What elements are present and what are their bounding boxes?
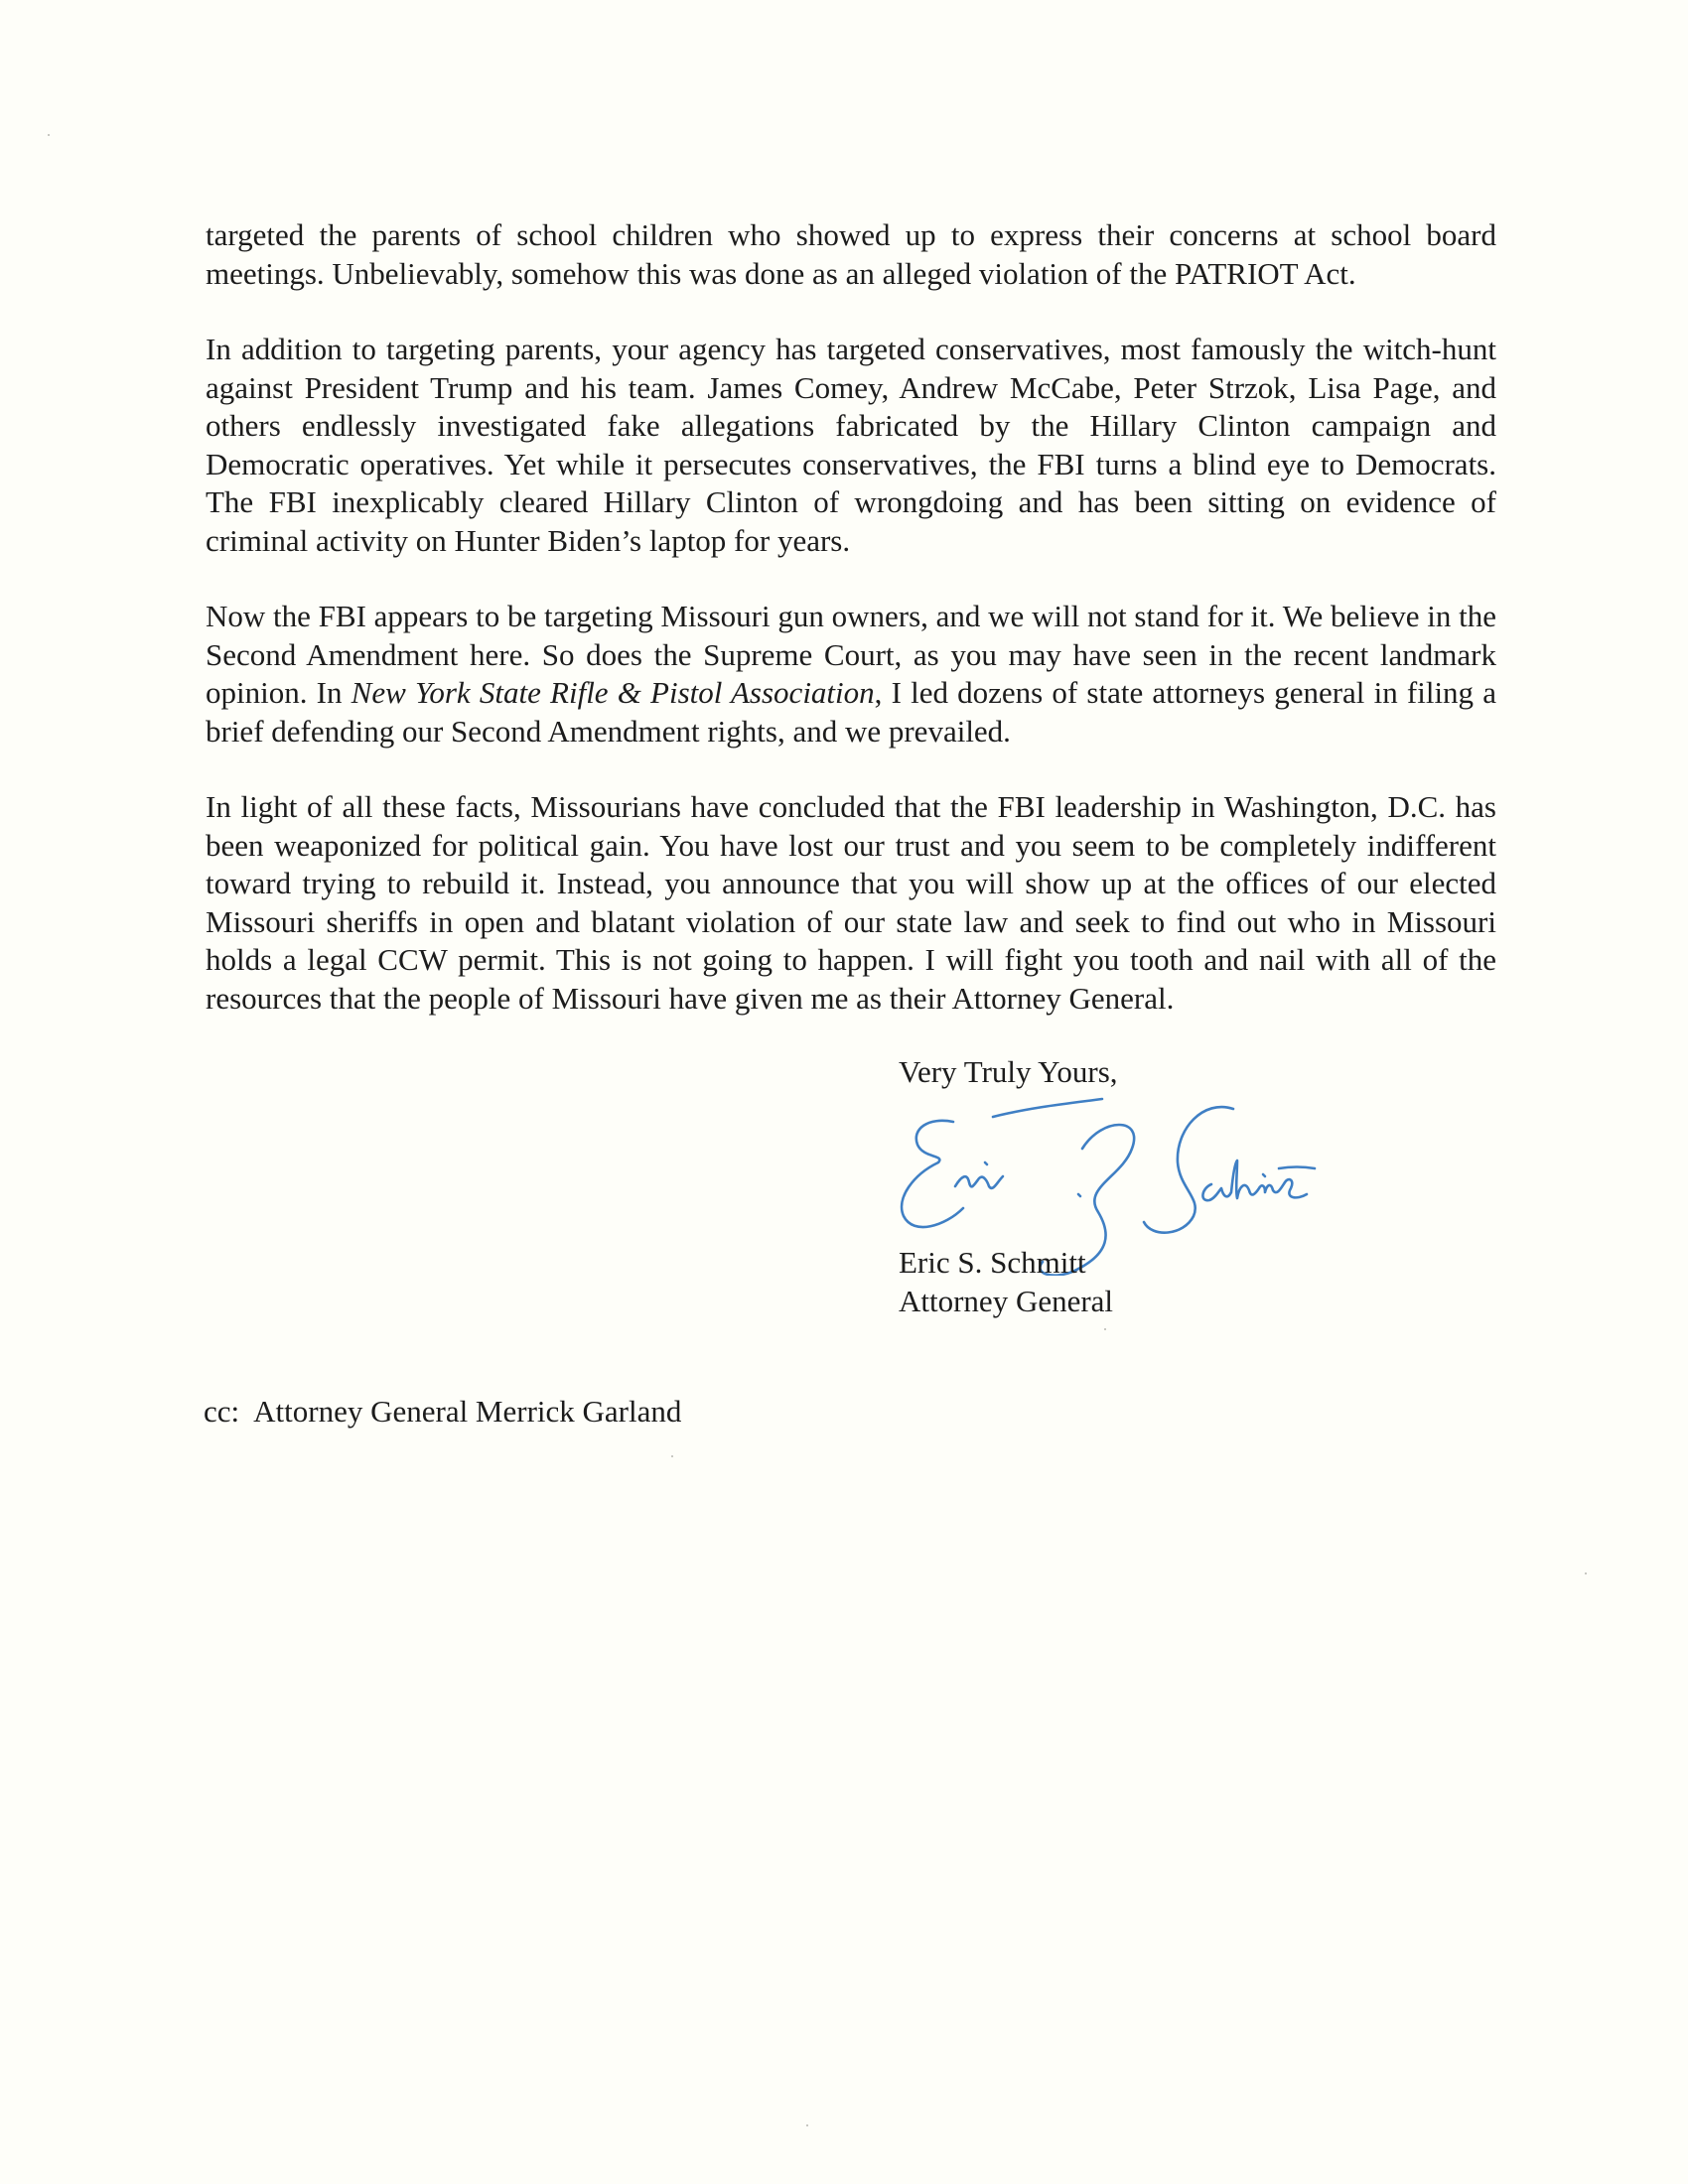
signer-title: Attorney General [899,1283,1114,1318]
scan-speck [1104,1328,1106,1330]
scan-speck [671,1455,673,1457]
closing-salutation: Very Truly Yours, [899,1054,1118,1089]
scan-speck [1585,1572,1587,1574]
cc-label: cc: [204,1394,240,1429]
paragraph-school-boards: targeted the parents of school children who showed up to express their concerns at school board meetings. Unbelievably, somehow this was done as an alleged violation of the PATRIOT Act. [206,217,1496,291]
cc-line [204,1393,681,1431]
signer-block [899,1244,1113,1320]
scan-speck [806,2124,808,2126]
signer-name: Eric S. Schmitt [899,1245,1086,1280]
paragraph-gun-owners-text-1: Now the FBI appears to be targeting Missouri gun owners, and we will not stand for it. We believe in the Second Amendment here. So does the Supreme Court, as you may have seen in the recent landmark opinion. In [206,599,1496,710]
paragraph-weaponized-fbi: In light of all these facts, Missourians have concluded that the FBI leadership in Washington, D.C. has been weaponized for political gain. You have lost our trust and you seem to be completely indifferent toward trying to rebuild it. Instead, you announce that you will show up at the offices of our elected Missouri sheriffs in open and blatant violation of our state law and seek to find out who in Missouri holds a legal CCW permit. This is not going to happen. I will fight you tooth and nail with all of the resources that the people of Missouri have given me as their Attorney General. [206,789,1496,1016]
letter-body [206,216,1496,1018]
paragraph-gun-owners [206,598,1496,751]
case-name: New York State Rifle & Pistol Association [351,675,875,710]
paragraph-targeting-conservatives: In addition to targeting parents, your agency has targeted conservatives, most famously the witch-hunt against President Trump and his team. James Comey, Andrew McCabe, Peter Strzok, Lisa Page, and others endlessly investigated fake allegations fabricated by the Hillary Clinton campaign and Democratic operatives. Yet while it persecutes conservatives, the FBI turns a blind eye to Democrats. The FBI inexplicably cleared Hillary Clinton of wrongdoing and has been sitting on evidence of criminal activity on Hunter Biden’s laptop for years. [206,332,1496,558]
scan-speck [48,134,50,136]
paragraph-gun-owners-text-2: , I led dozens of state attorneys general in filing a brief defending our Second Amendment rights, and we prevailed. [206,675,1496,749]
cc-recipient: Attorney General Merrick Garland [253,1394,682,1429]
